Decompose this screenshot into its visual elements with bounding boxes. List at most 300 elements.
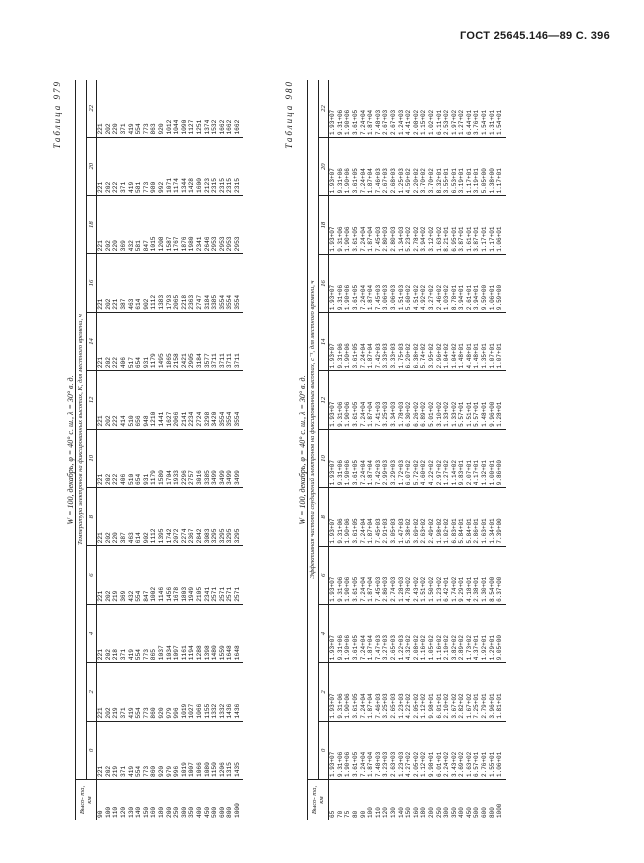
value-cell: 581 xyxy=(135,137,143,195)
value-cell: 1.12+02 xyxy=(420,663,428,721)
value-cell: 614 xyxy=(135,254,143,312)
value-cell: 3295 xyxy=(234,487,244,545)
value-cell: 2341 xyxy=(196,195,204,253)
value-cell: 1.17+01 xyxy=(489,196,497,254)
table-subtitle: Температура электронов на фиксированных высотах, К, для местного времени, ч xyxy=(76,80,87,780)
value-cell: 3.34+03 xyxy=(390,371,398,429)
value-cell: 1767 xyxy=(173,195,181,253)
value-cell: 3711 xyxy=(226,312,234,370)
column-header: 20 xyxy=(318,138,329,196)
value-cell: 1.48+01 xyxy=(481,371,489,429)
value-cell: 1015 xyxy=(150,195,158,253)
value-cell: 1179 xyxy=(150,312,158,370)
value-cell: 1251 xyxy=(196,80,204,137)
value-cell: 1.33+02 xyxy=(451,371,459,429)
height-cell: 300 xyxy=(443,807,451,818)
value-cell: 1071 xyxy=(166,137,174,195)
value-cell: 3.43+02 xyxy=(451,721,459,779)
value-cell: 1.55+01 xyxy=(489,721,497,779)
column-header: 22 xyxy=(318,80,329,138)
value-cell: 4.59+02 xyxy=(405,138,413,196)
height-cell: 400 xyxy=(458,807,466,818)
value-cell: 371 xyxy=(120,663,128,721)
value-cell: 1.87+04 xyxy=(367,488,375,546)
value-cell: 3184 xyxy=(204,254,212,312)
value-cell: 614 xyxy=(135,487,143,545)
value-cell: 1019 xyxy=(181,721,189,779)
value-cell: 554 xyxy=(135,80,143,137)
value-cell: 1.90+06 xyxy=(344,371,352,429)
table-row xyxy=(188,80,196,820)
height-cell: 200 xyxy=(427,807,435,818)
value-cell: 2.74+03 xyxy=(390,546,398,604)
value-cell: 773 xyxy=(143,721,151,779)
table-row xyxy=(496,80,506,820)
table-row xyxy=(367,80,375,820)
height-cell: 100 xyxy=(367,807,375,818)
value-cell: 406 xyxy=(120,312,128,370)
value-cell: 1.17+01 xyxy=(496,138,506,196)
value-cell: 1.93+07 xyxy=(329,429,337,487)
value-cell: 3.05+03 xyxy=(390,488,398,546)
table-row xyxy=(143,80,151,820)
value-cell: 1.93+07 xyxy=(329,604,337,662)
value-cell: 221 xyxy=(97,429,105,487)
value-cell: 2571 xyxy=(226,546,234,604)
value-cell: 2.53+02 xyxy=(443,80,451,138)
value-cell: 3385 xyxy=(211,254,219,312)
value-cell: 1.35+01 xyxy=(481,313,489,371)
value-cell: 1.90+06 xyxy=(344,604,352,662)
value-cell: 9.31+06 xyxy=(337,488,345,546)
value-cell: 847 xyxy=(143,546,151,604)
height-cell: 600 xyxy=(481,807,489,818)
value-cell: 3711 xyxy=(219,312,227,370)
value-cell: 979 xyxy=(166,721,174,779)
value-cell: 3.61+05 xyxy=(352,429,360,487)
table-number: Таблица 980 xyxy=(284,80,294,149)
value-cell: 3711 xyxy=(211,312,219,370)
value-cell: 4.22+02 xyxy=(405,663,413,721)
table-row xyxy=(390,80,398,820)
value-cell: 7.39+00 xyxy=(496,488,506,546)
value-cell: 1.93+07 xyxy=(329,721,337,779)
value-cell: 2953 xyxy=(219,195,227,253)
column-header: 8 xyxy=(318,488,329,546)
value-cell: 920 xyxy=(158,721,166,779)
value-cell: 3.70+02 xyxy=(428,138,436,196)
value-cell: 1398 xyxy=(204,604,212,662)
value-cell: 2.61+01 xyxy=(466,254,474,312)
value-cell: 2.65+03 xyxy=(390,604,398,662)
column-header: 4 xyxy=(86,604,97,662)
height-cell: 90 xyxy=(97,810,105,818)
table-979 xyxy=(75,80,243,820)
value-cell: 5.05+00 xyxy=(481,138,489,196)
value-cell: 3.87+01 xyxy=(473,196,481,254)
value-cell: 9.98+01 xyxy=(428,663,436,721)
value-cell: 7.48+03 xyxy=(375,80,383,138)
table-row xyxy=(436,80,444,820)
value-cell: 1002 xyxy=(150,546,158,604)
value-cell: 1.93+07 xyxy=(329,663,337,721)
table-row xyxy=(375,80,383,820)
value-cell: 920 xyxy=(158,663,166,721)
value-cell: 9.59+00 xyxy=(496,254,506,312)
value-cell: 1.75+03 xyxy=(398,313,406,371)
height-cell: 180 xyxy=(157,806,165,818)
value-cell: 3.82+02 xyxy=(451,604,459,662)
value-cell: 2.67+03 xyxy=(390,80,398,138)
value-cell: 1.93+07 xyxy=(329,80,337,138)
value-cell: 1066 xyxy=(196,721,204,779)
value-cell: 1.15+02 xyxy=(420,80,428,138)
value-cell: 3.61+05 xyxy=(352,254,360,312)
value-cell: 1580 xyxy=(158,429,166,487)
value-cell: 3.94+01 xyxy=(458,254,466,312)
value-cell: 5.23+02 xyxy=(405,196,413,254)
value-cell: 902 xyxy=(143,254,151,312)
value-cell: 773 xyxy=(143,604,151,662)
value-cell: 1.30+01 xyxy=(481,546,489,604)
value-cell: 9.86+00 xyxy=(496,429,506,487)
value-cell: 1080 xyxy=(204,721,212,779)
value-cell: 222 xyxy=(112,137,120,195)
value-cell: 406 xyxy=(120,429,128,487)
value-cell: 1.90+06 xyxy=(344,254,352,312)
value-cell: 654 xyxy=(135,312,143,370)
value-cell: 2.67+03 xyxy=(382,80,390,138)
value-cell: 3499 xyxy=(226,429,234,487)
height-cell: 200 xyxy=(165,806,173,818)
value-cell: 1012 xyxy=(166,80,174,137)
value-cell: 2274 xyxy=(181,487,189,545)
value-cell: 1155 xyxy=(204,663,212,721)
value-cell: 202 xyxy=(105,137,113,195)
column-header: 12 xyxy=(318,371,329,429)
value-cell: 996 xyxy=(173,721,181,779)
table-row xyxy=(420,80,428,820)
value-cell: 1034 xyxy=(166,604,174,662)
value-cell: 222 xyxy=(112,371,120,429)
value-cell: 7.45+03 xyxy=(375,196,383,254)
value-cell: 371 xyxy=(120,604,128,662)
value-cell: 1097 xyxy=(173,604,181,662)
value-cell: 6.30+02 xyxy=(405,371,413,429)
value-cell: 219 xyxy=(112,546,120,604)
value-cell: 1.93+07 xyxy=(329,546,337,604)
value-cell: 1194 xyxy=(188,604,196,662)
value-cell: 1315 xyxy=(226,721,234,779)
value-cell: 4.22+02 xyxy=(428,429,436,487)
column-header: 2 xyxy=(86,663,97,721)
height-cell: 110 xyxy=(112,806,120,818)
value-cell: 2757 xyxy=(188,429,196,487)
height-cell: 180 xyxy=(420,807,428,818)
value-cell: 8.21+01 xyxy=(443,196,451,254)
value-cell: 1.93+07 xyxy=(329,196,337,254)
value-cell: 1.87+04 xyxy=(367,80,375,138)
value-cell: 221 xyxy=(97,195,105,253)
value-cell: 1.33+02 xyxy=(443,371,451,429)
value-cell: 7.25+01 xyxy=(473,663,481,721)
value-cell: 1374 xyxy=(204,80,212,137)
value-cell: 432 xyxy=(128,195,136,253)
value-cell: 1.14+02 xyxy=(451,429,459,487)
value-cell: 8.32+01 xyxy=(436,138,444,196)
height-cell: 800 xyxy=(488,807,496,818)
value-cell: 3.12+02 xyxy=(428,196,436,254)
value-cell: 3.10+02 xyxy=(436,371,444,429)
value-cell: 1.22+03 xyxy=(398,604,406,662)
height-cell: 120 xyxy=(119,806,127,818)
table-row xyxy=(405,80,413,820)
value-cell: 3083 xyxy=(204,487,212,545)
value-cell: 218 xyxy=(112,604,120,662)
value-cell: 1.92+01 xyxy=(481,604,489,662)
value-cell: 9.31+06 xyxy=(337,254,345,312)
value-cell: 4.51+02 xyxy=(413,254,421,312)
value-cell: 4.37+01 xyxy=(473,604,481,662)
value-cell: 1027 xyxy=(188,663,196,721)
value-cell: 656 xyxy=(135,371,143,429)
value-cell: 2.67+03 xyxy=(382,138,390,196)
value-cell: 2.80+03 xyxy=(382,196,390,254)
value-cell: 3554 xyxy=(226,371,234,429)
value-cell: 1.48+01 xyxy=(458,313,466,371)
value-cell: 581 xyxy=(135,195,143,253)
value-cell: 3385 xyxy=(204,429,212,487)
value-cell: 1.03+02 xyxy=(443,254,451,312)
value-cell: 1146 xyxy=(158,546,166,604)
value-cell: 6.26+02 xyxy=(413,371,421,429)
value-cell: 773 xyxy=(143,80,151,137)
value-cell: 1.51+01 xyxy=(466,371,474,429)
value-cell: 2341 xyxy=(204,546,212,604)
column-header: 0 xyxy=(86,721,97,779)
value-cell: 221 xyxy=(97,137,105,195)
value-cell: 1742 xyxy=(166,487,174,545)
value-cell: 1.51+02 xyxy=(420,546,428,604)
value-cell: 9.31+06 xyxy=(337,80,345,138)
value-cell: 2905 xyxy=(188,312,196,370)
value-cell: 1.87+04 xyxy=(367,429,375,487)
value-cell: 1210 xyxy=(150,371,158,429)
value-cell: 9.31+06 xyxy=(337,429,345,487)
table-row xyxy=(173,80,181,820)
value-cell: 202 xyxy=(105,195,113,253)
table-caption: W = 100, декабрь, φ = 40° с. ш., λ = 30° в. д. xyxy=(298,375,307,525)
value-cell: 6.57+01 xyxy=(473,721,481,779)
value-cell: 1174 xyxy=(173,137,181,195)
value-cell: 1.06+01 xyxy=(496,721,506,779)
value-cell: 1.63+02 xyxy=(436,196,444,254)
value-cell: 202 xyxy=(105,546,113,604)
value-cell: 1436 xyxy=(234,663,244,721)
value-cell: 7.41+03 xyxy=(375,371,383,429)
value-cell: 3499 xyxy=(211,429,219,487)
value-cell: 7.42+03 xyxy=(375,429,383,487)
value-cell: 1395 xyxy=(158,487,166,545)
value-cell: 2953 xyxy=(234,195,244,253)
value-cell: 419 xyxy=(128,663,136,721)
value-cell: 1.90+06 xyxy=(344,429,352,487)
column-header: 18 xyxy=(86,195,97,253)
value-cell: 2367 xyxy=(188,487,196,545)
table-row xyxy=(135,80,143,820)
value-cell: 9.31+06 xyxy=(337,196,345,254)
height-cell: 1000 xyxy=(233,803,241,818)
value-cell: 202 xyxy=(105,371,113,429)
value-cell: 7.46+03 xyxy=(375,138,383,196)
value-cell: 920 xyxy=(158,80,166,137)
value-cell: 1.00+01 xyxy=(489,429,497,487)
height-cell: 300 xyxy=(180,806,188,818)
value-cell: 1.90+06 xyxy=(344,80,352,138)
value-cell: 7.45+03 xyxy=(375,546,383,604)
value-cell: 3577 xyxy=(204,312,212,370)
value-cell: 863 xyxy=(150,80,158,137)
value-cell: 3.94+02 xyxy=(420,196,428,254)
value-cell: 1.74+02 xyxy=(451,546,459,604)
value-cell: 1648 xyxy=(234,604,244,662)
table-row xyxy=(489,80,497,820)
value-cell: 3.19+01 xyxy=(473,138,481,196)
value-cell: 371 xyxy=(120,80,128,137)
value-cell: 1949 xyxy=(188,546,196,604)
value-cell: 3.61+05 xyxy=(352,138,360,196)
value-cell: 1.34+01 xyxy=(489,488,497,546)
value-cell: 1.05+02 xyxy=(428,604,436,662)
value-cell: 6.01+01 xyxy=(436,721,444,779)
value-cell: 221 xyxy=(97,546,105,604)
value-cell: 419 xyxy=(128,604,136,662)
value-cell: 369 xyxy=(120,546,128,604)
value-cell: 1090 xyxy=(181,80,189,137)
height-cell: 800 xyxy=(226,806,234,818)
value-cell: 2.43+02 xyxy=(413,546,421,604)
value-cell: 2.10+02 xyxy=(443,663,451,721)
value-cell: 1066 xyxy=(196,663,204,721)
value-cell: 5.84+01 xyxy=(458,488,466,546)
value-cell: 2.20+02 xyxy=(413,138,421,196)
value-cell: 510 xyxy=(128,429,136,487)
value-cell: 2315 xyxy=(226,137,234,195)
value-cell: 9.31+06 xyxy=(337,663,345,721)
column-header: 10 xyxy=(86,429,97,487)
value-cell: 2.08+02 xyxy=(413,604,421,662)
value-cell: 3.61+05 xyxy=(352,663,360,721)
value-cell: 3.96+01 xyxy=(489,663,497,721)
value-cell: 1876 xyxy=(181,195,189,253)
value-cell: 3295 xyxy=(219,487,227,545)
value-cell: 463 xyxy=(128,254,136,312)
value-cell: 1.87+04 xyxy=(367,254,375,312)
value-cell: 1.24+03 xyxy=(398,80,406,138)
value-cell: 419 xyxy=(128,80,136,137)
value-cell: 1383 xyxy=(158,254,166,312)
value-cell: 6.01+01 xyxy=(436,663,444,721)
value-cell: 1.61+01 xyxy=(466,196,474,254)
column-header: 16 xyxy=(86,254,97,312)
value-cell: 1.90+06 xyxy=(344,663,352,721)
table-row xyxy=(382,80,390,820)
value-cell: 3554 xyxy=(219,254,227,312)
value-cell: 1627 xyxy=(166,371,174,429)
value-cell: 219 xyxy=(112,721,120,779)
value-cell: 6.83+01 xyxy=(451,488,459,546)
column-header: 14 xyxy=(86,312,97,370)
value-cell: 554 xyxy=(135,663,143,721)
height-cell: 150 xyxy=(405,807,413,818)
value-cell: 202 xyxy=(105,429,113,487)
value-cell: 222 xyxy=(112,312,120,370)
value-cell: 7.24+04 xyxy=(360,604,368,662)
height-cell: 130 xyxy=(389,807,397,818)
height-cell: 400 xyxy=(195,806,203,818)
value-cell: 1.87+04 xyxy=(367,196,375,254)
value-cell: 3711 xyxy=(234,312,244,370)
value-cell: 1.87+04 xyxy=(367,604,375,662)
value-cell: 2.86+03 xyxy=(382,546,390,604)
value-cell: 202 xyxy=(105,312,113,370)
value-cell: 202 xyxy=(105,721,113,779)
height-cell: 80 xyxy=(351,810,359,818)
table-row xyxy=(226,80,234,820)
value-cell: 1648 xyxy=(226,604,234,662)
value-cell: 1127 xyxy=(188,80,196,137)
value-cell: 1.50+02 xyxy=(428,546,436,604)
column-header: 10 xyxy=(318,429,329,487)
value-cell: 1456 xyxy=(166,546,174,604)
value-cell: 4.27+02 xyxy=(405,721,413,779)
value-cell: 1.93+07 xyxy=(329,138,337,196)
value-cell: 1.38+00 xyxy=(489,138,497,196)
value-cell: 3.19+01 xyxy=(458,138,466,196)
value-cell: 1.07+01 xyxy=(496,313,506,371)
value-cell: 1044 xyxy=(173,80,181,137)
column-header: 2 xyxy=(318,663,329,721)
value-cell: 3.61+05 xyxy=(352,80,360,138)
value-cell: 1.16+02 xyxy=(436,604,444,662)
value-cell: 221 xyxy=(97,254,105,312)
value-cell: 554 xyxy=(135,604,143,662)
value-cell: 2.91+03 xyxy=(382,488,390,546)
value-cell: 1208 xyxy=(158,195,166,253)
value-cell: 387 xyxy=(120,254,128,312)
value-cell: 1980 xyxy=(188,195,196,253)
value-cell: 6.89+02 xyxy=(420,371,428,429)
value-cell: 3.27+03 xyxy=(382,604,390,662)
value-cell: 7.48+03 xyxy=(375,721,383,779)
table-row xyxy=(196,80,204,820)
height-cell: 500 xyxy=(473,807,481,818)
value-cell: 2724 xyxy=(196,371,204,429)
value-cell: 3.23+03 xyxy=(382,721,390,779)
table-row xyxy=(458,80,466,820)
value-cell: 2953 xyxy=(211,195,219,253)
value-cell: 7.24+04 xyxy=(360,371,368,429)
height-header: Высо- та, км xyxy=(76,780,97,821)
value-cell: 9.59+00 xyxy=(481,254,489,312)
value-cell: 3.33+03 xyxy=(390,313,398,371)
height-cell: 130 xyxy=(127,806,135,818)
table-row xyxy=(428,80,436,820)
value-cell: 3184 xyxy=(196,312,204,370)
value-cell: 3.76+01 xyxy=(473,80,481,138)
value-cell: 1.93+07 xyxy=(329,313,337,371)
value-cell: 221 xyxy=(97,487,105,545)
